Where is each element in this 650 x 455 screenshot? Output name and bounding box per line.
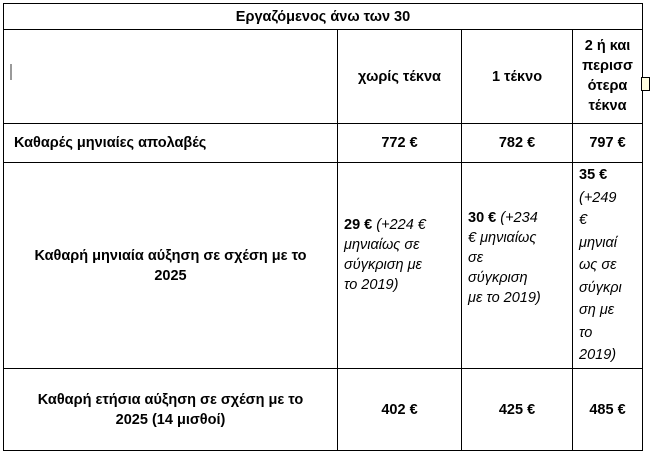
increase-note: μηνιαί <box>579 234 617 251</box>
header-one-child: 1 τέκνο <box>462 30 573 124</box>
increase-note: (+224 € <box>376 217 426 233</box>
increase-note: € μηνιαίως <box>468 230 537 246</box>
increase-note: σύγκρι <box>579 279 622 296</box>
table-title: Εργαζόμενος άνω των 30 <box>4 4 642 30</box>
increase-note: € <box>579 212 588 228</box>
row-net-monthly-two-plus: 797 € <box>573 124 642 163</box>
text-cursor <box>10 64 12 80</box>
increase-note: (+234 <box>500 210 538 226</box>
increase-note: σε <box>468 250 484 266</box>
increase-note: σύγκριση <box>468 270 528 286</box>
row-annual-increase-no-children: 402 € <box>338 369 462 450</box>
paste-options-handle[interactable] <box>641 77 650 91</box>
row-net-monthly-no-children: 772 € <box>338 124 462 163</box>
row-monthly-increase-one-child <box>462 163 573 369</box>
header-line: 2 ή και <box>584 38 631 54</box>
increase-value: 30 € <box>468 210 497 226</box>
row-monthly-increase-no-children <box>338 163 462 369</box>
increase-note: ση με <box>579 302 615 318</box>
increase-note: σύγκριση με <box>344 257 422 273</box>
row-monthly-increase-two-plus <box>573 163 642 369</box>
header-line: περισσ <box>582 58 633 74</box>
header-two-plus-children <box>573 30 642 124</box>
increase-value: 29 € <box>344 217 373 233</box>
row-net-monthly-label: Καθαρές μηνιαίες απολαβές <box>4 124 338 163</box>
label-line: 2025 (14 μισθοί) <box>115 411 226 428</box>
increase-note: ως σε <box>579 257 617 273</box>
row-monthly-increase-label <box>4 163 338 369</box>
header-line: ότερα <box>587 78 628 94</box>
header-line: τέκνα <box>588 98 627 114</box>
increase-note: το 2019) <box>344 277 399 293</box>
increase-note: (+249 <box>579 189 617 206</box>
label-line: 2025 <box>154 267 187 284</box>
increase-value: 35 € <box>579 167 608 183</box>
increase-note: μηνιαίως σε <box>344 237 420 253</box>
header-no-children: χωρίς τέκνα <box>338 30 462 124</box>
increase-note: το <box>579 324 593 341</box>
increase-note: 2019) <box>579 347 617 363</box>
label-line: Καθαρή ετήσια αύξηση σε σχέση με το <box>37 391 304 408</box>
salary-table <box>3 3 643 451</box>
row-annual-increase-label <box>4 369 338 450</box>
header-empty-cell <box>4 30 338 124</box>
label-line: Καθαρή μηνιαία αύξηση σε σχέση με το <box>34 247 307 264</box>
row-net-monthly-one-child: 782 € <box>462 124 573 163</box>
row-annual-increase-two-plus: 485 € <box>589 401 626 418</box>
increase-note: με το 2019) <box>468 290 541 306</box>
row-annual-increase-one-child: 425 € <box>462 369 573 450</box>
